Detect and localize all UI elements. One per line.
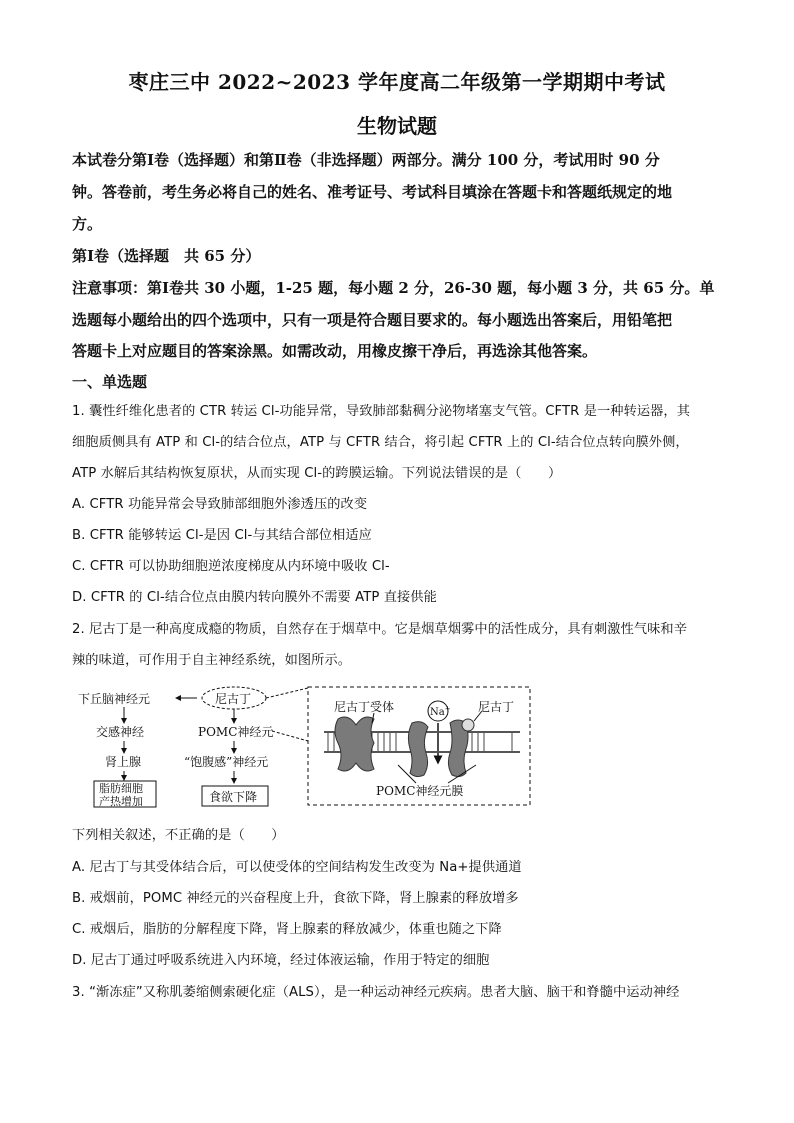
nicotine-pathway-diagram (72, 683, 532, 808)
receptor-label: 尼古丁受体 (334, 700, 395, 714)
bound-nicotine (462, 719, 474, 731)
notice-line: 选题每小题给出的四个选项中，只有一项是符合题目要求的。每小题选出答案后，用铅笔把 (72, 311, 673, 329)
notice-line: 注意事项：第Ⅰ卷共 30 小题，1-25 题，每小题 2 分，26-30 题，每小题 3 分，共 65 分。单 (72, 279, 715, 297)
question-2-prompt: 下列相关叙述，不正确的是（ ） (72, 828, 285, 843)
heat-label: 产热增加 (99, 795, 143, 808)
satiety-label: “饱腹感”神经元 (184, 755, 269, 769)
nicotine-label: 尼古丁 (215, 692, 252, 706)
intro-line: 钟。答卷前，考生务必将自己的姓名、准考证号、考试科目填涂在答题卡和答题纸规定的地 (72, 183, 673, 201)
closed-receptor (335, 717, 374, 771)
question-1-stem: 1. 囊性纤维化患者的 CTR 转运 Cl-功能异常，导致肺部黏稠分泌物堵塞支气管。CFTR 是一种转运器，其 (72, 404, 690, 419)
nicotine-right-label: 尼古丁 (478, 700, 515, 714)
adrenal-label: 肾上腺 (105, 755, 142, 769)
question-1-option-a: A. CFTR 功能异常会导致肺部细胞外渗透压的改变 (72, 497, 368, 512)
intro-line: 本试卷分第Ⅰ卷（选择题）和第Ⅱ卷（非选择题）两部分。满分 100 分，考试用时 90 分 (72, 151, 660, 169)
question-2-option-b: B. 戒烟前，POMC 神经元的兴奋程度上升，食欲下降，肾上腺素的释放增多 (72, 891, 519, 906)
question-2-option-a: A. 尼古丁与其受体结合后，可以使受体的空间结构发生改变为 Na+提供通道 (72, 860, 522, 875)
question-2-option-c: C. 戒烟后，脂肪的分解程度下降，肾上腺素的释放减少，体重也随之下降 (72, 922, 502, 937)
appetite-label: 食欲下降 (209, 790, 258, 804)
subject-title: 生物试题 (357, 114, 437, 138)
intro-line: 方。 (72, 215, 103, 233)
section-heading: 一、单选题 (72, 373, 148, 391)
exam-title: 枣庄三中 2022~2023 学年度高二年级第一学期期中考试 (128, 70, 666, 94)
pomc-label: POMC神经元 (198, 725, 274, 739)
sodium-label: Na+ (430, 705, 451, 718)
question-1-option-d: D. CFTR 的 Cl-结合位点由膜内转向膜外不需要 ATP 直接供能 (72, 590, 437, 605)
part-heading: 第Ⅰ卷（选择题 共 65 分） (72, 247, 261, 265)
membrane-label: POMC神经元膜 (376, 784, 464, 798)
question-1-stem: ATP 水解后其结构恢复原状，从而实现 Cl-的跨膜运输。下列说法错误的是（ ） (72, 466, 562, 481)
question-2-stem: 辣的味道，可作用于自主神经系统，如图所示。 (72, 653, 352, 668)
question-1-option-b: B. CFTR 能够转运 Cl-是因 Cl-与其结合部位相适应 (72, 528, 372, 543)
sympathetic-label: 交感神经 (96, 725, 145, 739)
hypothalamus-label: 下丘脑神经元 (78, 692, 151, 706)
question-1-option-c: C. CFTR 可以协助细胞逆浓度梯度从内环境中吸收 Cl- (72, 559, 390, 574)
question-2-option-d: D. 尼古丁通过呼吸系统进入内环境，经过体液运输，作用于特定的细胞 (72, 953, 490, 968)
question-1-stem: 细胞质侧具有 ATP 和 Cl-的结合位点，ATP 与 CFTR 结合，将引起 CFTR 上的 Cl-结合位点转向膜外侧， (72, 435, 689, 450)
fat-cell-label: 脂肪细胞 (99, 782, 143, 795)
open-receptor-left (408, 722, 428, 777)
question-2-stem: 2. 尼古丁是一种高度成瘾的物质，自然存在于烟草中。它是烟草烟雾中的活性成分，具有刺激性气味和辛 (72, 622, 688, 637)
question-3-stem: 3. “渐冻症”又称肌萎缩侧索硬化症（ALS），是一种运动神经元疾病。患者大脑、脑干和脊髓中运动神经 (72, 985, 680, 1000)
notice-line: 答题卡上对应题目的答案涂黑。如需改动，用橡皮擦干净后，再选涂其他答案。 (72, 342, 598, 360)
